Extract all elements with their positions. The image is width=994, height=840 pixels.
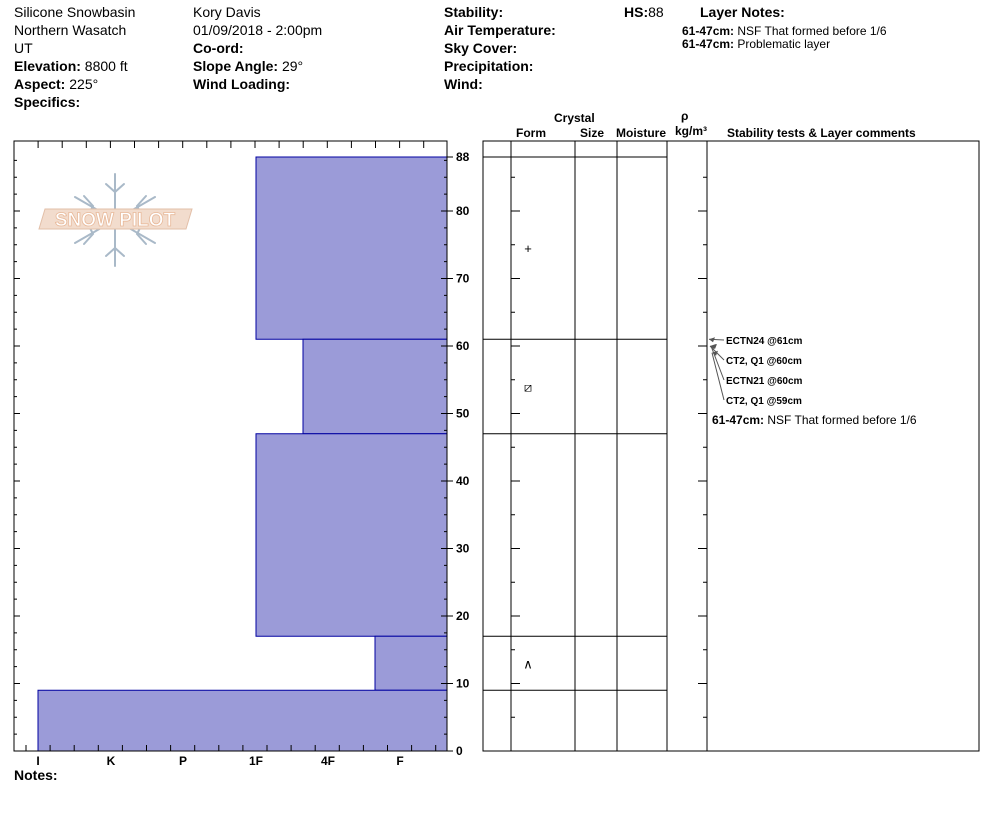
observer: Kory Davis [193,4,261,20]
stability-test-label: ECTN24 @61cm [726,336,803,347]
layer-table-frame [483,141,979,751]
precip-label: Precipitation: [444,58,534,74]
hs-label: HS: [624,4,649,20]
stability-test-label: CT2, Q1 @60cm [726,356,802,367]
hardness-bar [256,157,447,339]
snowpilot-logo [39,174,192,266]
layer-comment-text: NSF That formed before 1/6 [767,413,917,427]
hs-value: 88 [648,4,664,20]
hardness-label: K [106,754,116,768]
hardness-bar [256,434,447,637]
crystal-form-symbol: ∧ [523,656,533,672]
layer-note-range: 61-47cm: [682,24,735,38]
aspect-label: Aspect: [14,76,66,92]
height-label: 88 [456,150,470,164]
height-label: 50 [456,406,470,421]
wind-loading-label: Wind Loading: [193,76,291,92]
specifics-label: Specifics: [14,94,81,110]
stability-test-label: ECTN21 @60cm [726,376,803,387]
mountain-range: Northern Wasatch [14,22,127,38]
stability-label: Stability: [444,4,504,20]
datetime: 01/09/2018 - 2:00pm [193,22,323,38]
coord-label: Co-ord: [193,40,244,56]
crystal-form-symbol: + [524,241,532,257]
hardness-label: I [36,754,40,768]
elevation-value: 8800 ft [84,58,128,74]
crystal-header: Crystal [554,111,595,125]
height-label: 70 [456,271,470,286]
rho-header: ρ [681,109,689,123]
layer-note-range: 61-47cm: [682,37,735,51]
height-label: 20 [456,609,470,623]
layer-notes-label: Layer Notes: [700,4,785,20]
hardness-label: P [178,754,188,768]
moisture-header: Moisture [616,126,667,140]
height-label: 80 [456,204,470,218]
height-label: 0 [456,744,463,758]
wind-label: Wind: [444,76,483,92]
stability-test-label: CT2, Q1 @59cm [726,396,802,407]
layer-comment-range: 61-47cm: [712,413,768,427]
location-name: Silicone Snowbasin [14,4,136,20]
density-header: kg/m³ [675,124,708,138]
size-header: Size [580,126,605,140]
aspect-value: 225° [69,76,99,92]
hardness-bar [375,636,447,690]
slope-label: Slope Angle: [193,58,279,74]
layer-comment [712,413,917,427]
crystal-form-symbol: ⧄ [523,379,533,395]
elevation-label: Elevation: [14,58,81,74]
state: UT [14,40,33,56]
slope-value: 29° [281,58,304,74]
hardness-label: 4F [320,754,336,768]
hardness-label: F [396,754,404,768]
notes-label: Notes: [14,767,58,783]
sky-cover-label: Sky Cover: [444,40,518,56]
hardness-bar [38,690,447,751]
height-label: 60 [456,339,470,353]
logo-text: SNOW PILOT [54,210,176,231]
form-header: Form [516,126,546,140]
height-label: 40 [456,474,470,488]
layer-note-text: Problematic layer [737,37,831,51]
height-label: 10 [456,676,470,691]
hardness-label: 1F [248,754,264,768]
air-temp-label: Air Temperature: [444,22,556,38]
height-label: 30 [456,541,470,556]
layer-note-text: NSF That formed before 1/6 [737,24,887,38]
stability-comments-header: Stability tests & Layer comments [727,126,916,140]
hardness-bar [303,339,447,434]
